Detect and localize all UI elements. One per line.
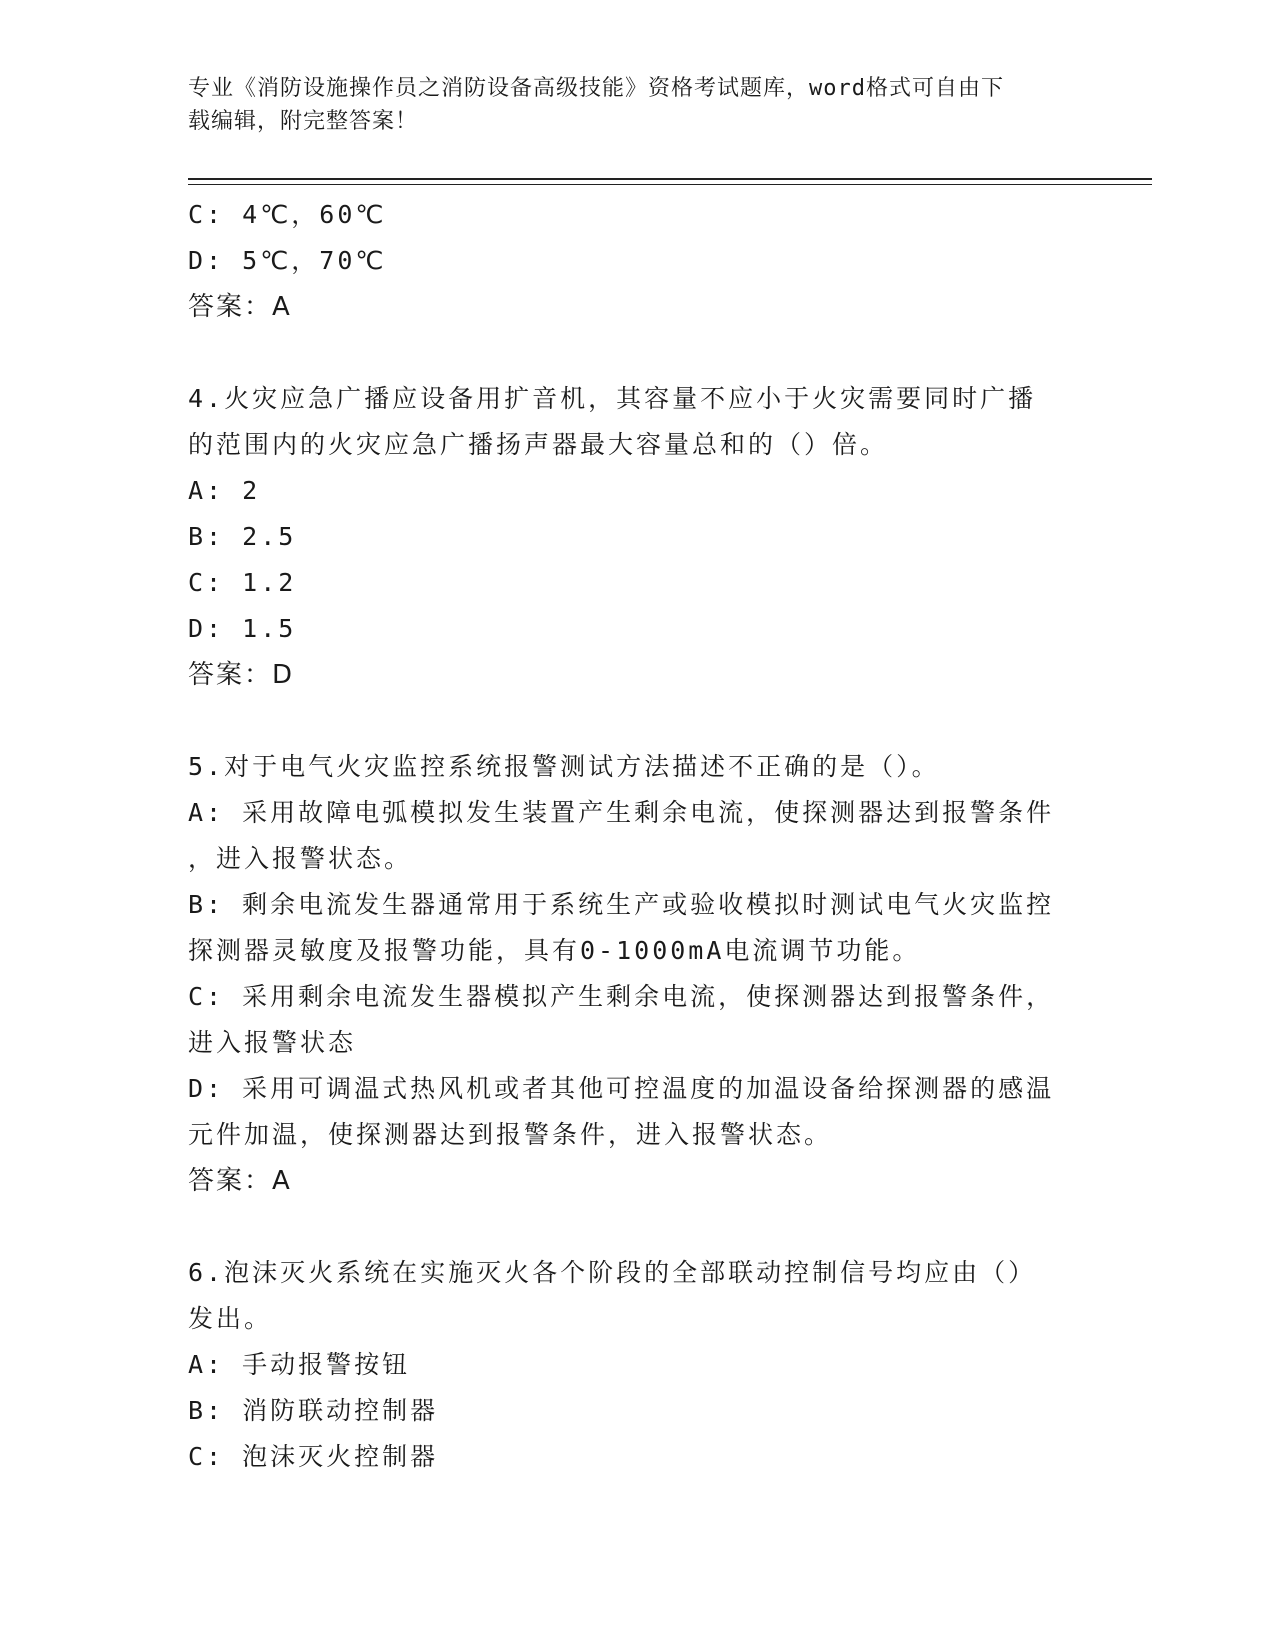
q5-option-b-line-1: B: 剩余电流发生器通常用于系统生产或验收模拟时测试电气火灾监控 — [188, 890, 1055, 919]
q5-stem: 5.对于电气火灾监控系统报警测试方法描述不正确的是（）。 — [188, 752, 940, 781]
q5-option-a-line-1: A: 采用故障电弧模拟发生装置产生剩余电流，使探测器达到报警条件 — [188, 798, 1055, 827]
spacer — [188, 698, 1088, 744]
q4-option-c: C: 1.2 — [188, 568, 297, 597]
q5-option-c-line-1: C: 采用剩余电流发生器模拟产生剩余电流，使探测器达到报警条件， — [188, 982, 1055, 1011]
q4-option-a: A: 2 — [188, 476, 261, 505]
q5-option-a-line-2: ，进入报警状态。 — [188, 844, 413, 873]
q4-answer: 答案：D — [188, 660, 295, 690]
header-rule-thin — [188, 184, 1152, 185]
spacer — [188, 1204, 1088, 1250]
q4-option-d: D: 1.5 — [188, 614, 297, 643]
question-content — [188, 192, 1088, 1480]
q6-stem-line-1: 6.泡沫灭火系统在实施灭火各个阶段的全部联动控制信号均应由（） — [188, 1258, 1037, 1287]
q4-option-b: B: 2.5 — [188, 522, 297, 551]
header-line-2: 载编辑，附完整答案！ — [188, 109, 419, 134]
q5-option-c-line-2: 进入报警状态 — [188, 1028, 357, 1057]
q4-stem-line-2: 的范围内的火灾应急广播扬声器最大容量总和的（）倍。 — [188, 430, 889, 459]
prev-answer: 答案：A — [188, 292, 292, 322]
q6-option-a: A: 手动报警按钮 — [188, 1350, 411, 1379]
prev-option-c: C: 4℃，60℃ — [188, 200, 387, 229]
q6-stem-line-2: 发出。 — [188, 1304, 273, 1333]
prev-option-d: D: 5℃，70℃ — [188, 246, 387, 275]
q5-option-d-line-1: D: 采用可调温式热风机或者其他可控温度的加温设备给探测器的感温 — [188, 1074, 1055, 1103]
q5-option-b-line-2: 探测器灵敏度及报警功能，具有0-1000mA电流调节功能。 — [188, 936, 921, 965]
q5-option-d-line-2: 元件加温，使探测器达到报警条件，进入报警状态。 — [188, 1120, 833, 1149]
spacer — [188, 330, 1088, 376]
header-rule-thick — [188, 178, 1152, 180]
document-header — [188, 72, 1068, 138]
q5-answer: 答案：A — [188, 1166, 292, 1196]
q4-stem-line-1: 4.火灾应急广播应设备用扩音机，其容量不应小于火灾需要同时广播 — [188, 384, 1037, 413]
q6-option-c: C: 泡沫灭火控制器 — [188, 1442, 439, 1471]
q6-option-b: B: 消防联动控制器 — [188, 1396, 439, 1425]
header-line-1: 专业《消防设施操作员之消防设备高级技能》资格考试题库，word格式可自由下 — [188, 76, 1004, 101]
